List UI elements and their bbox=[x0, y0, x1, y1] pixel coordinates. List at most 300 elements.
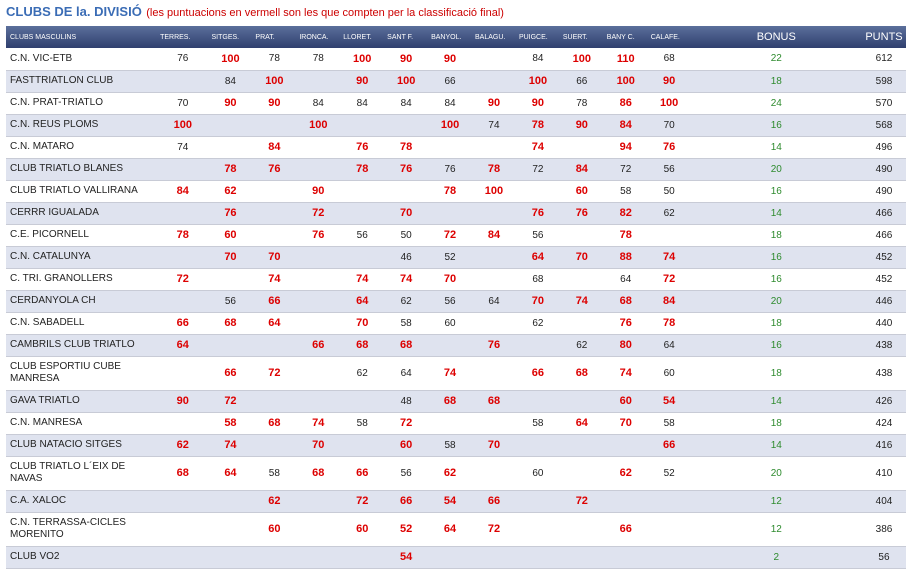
score-cell: 84 bbox=[157, 180, 208, 202]
table-row bbox=[6, 158, 906, 180]
score-cell: 78 bbox=[516, 114, 560, 136]
score-cell bbox=[208, 512, 252, 546]
title-main: CLUBS DE la. DIVISIÓ bbox=[6, 4, 142, 19]
score-cell bbox=[472, 246, 516, 268]
score-cell: 70 bbox=[208, 246, 252, 268]
bonus-cell: 12 bbox=[691, 490, 862, 512]
club-name: C.N. VIC-ETB bbox=[6, 48, 157, 70]
score-cell: 74 bbox=[208, 434, 252, 456]
score-cell bbox=[428, 412, 472, 434]
score-cell: 90 bbox=[208, 92, 252, 114]
score-cell bbox=[560, 268, 604, 290]
total-points-cell: 386 bbox=[862, 512, 906, 546]
club-name: C.N. MATARO bbox=[6, 136, 157, 158]
score-cell: 68 bbox=[340, 334, 384, 356]
table-row bbox=[6, 334, 906, 356]
score-cell: 90 bbox=[472, 92, 516, 114]
club-name: CLUB VO2 bbox=[6, 546, 157, 568]
score-cell: 70 bbox=[516, 290, 560, 312]
score-cell: 54 bbox=[648, 390, 691, 412]
column-header: BANY C. bbox=[606, 33, 635, 41]
total-points-cell: 452 bbox=[862, 246, 906, 268]
total-points-cell: 440 bbox=[862, 312, 906, 334]
score-cell: 62 bbox=[384, 290, 428, 312]
score-cell: 80 bbox=[604, 334, 648, 356]
club-name: GAVA TRIATLO bbox=[6, 390, 157, 412]
score-cell: 56 bbox=[384, 456, 428, 490]
bonus-cell: 20 bbox=[691, 158, 862, 180]
score-cell: 74 bbox=[157, 136, 208, 158]
club-name: CLUB TRIATLO VALLIRANA bbox=[6, 180, 157, 202]
title-note: (les puntuacions en vermell son les que compten per la classificació final) bbox=[146, 7, 504, 19]
score-cell: 70 bbox=[648, 114, 691, 136]
club-name: CLUB TRIATLO L´EIX DE NAVAS bbox=[6, 456, 157, 490]
column-header: CLUBS MASCULINS bbox=[10, 33, 77, 41]
table-row bbox=[6, 48, 906, 70]
score-cell: 90 bbox=[648, 70, 691, 92]
score-cell bbox=[472, 356, 516, 390]
score-cell: 72 bbox=[604, 158, 648, 180]
score-cell: 60 bbox=[208, 224, 252, 246]
score-cell: 64 bbox=[428, 512, 472, 546]
column-header: PUNTS bbox=[865, 31, 903, 43]
score-cell: 62 bbox=[428, 456, 472, 490]
score-cell: 60 bbox=[516, 456, 560, 490]
score-cell bbox=[252, 202, 296, 224]
score-cell: 64 bbox=[208, 456, 252, 490]
bonus-cell: 22 bbox=[691, 48, 862, 70]
score-cell: 66 bbox=[560, 70, 604, 92]
score-cell: 52 bbox=[384, 512, 428, 546]
score-cell bbox=[560, 546, 604, 568]
club-name: C.A. XALOC bbox=[6, 490, 157, 512]
club-name: C.N. PRAT-TRIATLO bbox=[6, 92, 157, 114]
table-row bbox=[6, 412, 906, 434]
score-cell: 72 bbox=[252, 356, 296, 390]
score-cell bbox=[252, 434, 296, 456]
club-name: FASTTRIATLON CLUB bbox=[6, 70, 157, 92]
score-cell: 72 bbox=[472, 512, 516, 546]
score-cell bbox=[252, 390, 296, 412]
score-cell: 68 bbox=[560, 356, 604, 390]
score-cell: 110 bbox=[604, 48, 648, 70]
score-cell bbox=[157, 412, 208, 434]
score-cell: 86 bbox=[604, 92, 648, 114]
table-row bbox=[6, 434, 906, 456]
score-cell: 60 bbox=[560, 180, 604, 202]
bonus-cell: 18 bbox=[691, 412, 862, 434]
score-cell: 64 bbox=[384, 356, 428, 390]
table-row bbox=[6, 490, 906, 512]
score-cell bbox=[296, 312, 340, 334]
total-points-cell: 424 bbox=[862, 412, 906, 434]
score-cell bbox=[472, 456, 516, 490]
score-cell: 100 bbox=[472, 180, 516, 202]
score-cell: 100 bbox=[296, 114, 340, 136]
total-points-cell: 404 bbox=[862, 490, 906, 512]
score-cell: 90 bbox=[516, 92, 560, 114]
score-cell: 72 bbox=[648, 268, 691, 290]
score-cell bbox=[340, 180, 384, 202]
score-cell: 76 bbox=[252, 158, 296, 180]
score-cell bbox=[560, 390, 604, 412]
column-header: PUIGCE. bbox=[518, 33, 548, 41]
score-cell bbox=[340, 390, 384, 412]
club-name: C.N. CATALUNYA bbox=[6, 246, 157, 268]
score-cell: 90 bbox=[340, 70, 384, 92]
score-cell: 64 bbox=[252, 312, 296, 334]
score-cell bbox=[208, 490, 252, 512]
score-cell: 58 bbox=[384, 312, 428, 334]
score-cell: 54 bbox=[428, 490, 472, 512]
bonus-cell: 16 bbox=[691, 334, 862, 356]
score-cell: 100 bbox=[252, 70, 296, 92]
score-cell: 88 bbox=[604, 246, 648, 268]
score-cell: 78 bbox=[428, 180, 472, 202]
score-cell: 66 bbox=[296, 334, 340, 356]
bonus-cell: 14 bbox=[691, 390, 862, 412]
score-cell: 70 bbox=[252, 246, 296, 268]
score-cell: 78 bbox=[560, 92, 604, 114]
score-cell: 76 bbox=[208, 202, 252, 224]
total-points-cell: 612 bbox=[862, 48, 906, 70]
score-cell: 70 bbox=[428, 268, 472, 290]
score-cell bbox=[296, 246, 340, 268]
score-cell: 66 bbox=[208, 356, 252, 390]
total-points-cell: 56 bbox=[862, 546, 906, 568]
score-cell bbox=[208, 546, 252, 568]
score-cell bbox=[560, 512, 604, 546]
score-cell bbox=[157, 290, 208, 312]
score-cell bbox=[340, 114, 384, 136]
score-cell: 56 bbox=[208, 290, 252, 312]
score-cell: 74 bbox=[340, 268, 384, 290]
score-cell: 84 bbox=[252, 136, 296, 158]
score-cell bbox=[516, 490, 560, 512]
score-cell: 82 bbox=[604, 202, 648, 224]
bonus-cell: 18 bbox=[691, 356, 862, 390]
score-cell bbox=[340, 546, 384, 568]
bonus-cell: 24 bbox=[691, 92, 862, 114]
score-cell bbox=[296, 290, 340, 312]
score-cell bbox=[516, 546, 560, 568]
score-cell bbox=[208, 136, 252, 158]
score-cell bbox=[428, 546, 472, 568]
column-header: CALAFE. bbox=[650, 33, 680, 41]
score-cell: 68 bbox=[252, 412, 296, 434]
score-cell: 46 bbox=[384, 246, 428, 268]
score-cell: 78 bbox=[252, 48, 296, 70]
score-cell bbox=[384, 180, 428, 202]
score-cell: 70 bbox=[384, 202, 428, 224]
score-cell: 58 bbox=[516, 412, 560, 434]
score-cell bbox=[296, 546, 340, 568]
score-cell bbox=[516, 390, 560, 412]
total-points-cell: 598 bbox=[862, 70, 906, 92]
column-header: SANT F. bbox=[387, 33, 414, 41]
score-cell: 90 bbox=[296, 180, 340, 202]
total-points-cell: 426 bbox=[862, 390, 906, 412]
score-cell: 72 bbox=[340, 490, 384, 512]
score-cell bbox=[296, 158, 340, 180]
table-row bbox=[6, 136, 906, 158]
score-cell: 62 bbox=[604, 456, 648, 490]
bonus-cell: 18 bbox=[691, 224, 862, 246]
score-cell bbox=[157, 490, 208, 512]
score-cell bbox=[296, 136, 340, 158]
club-name: CAMBRILS CLUB TRIATLO bbox=[6, 334, 157, 356]
score-cell: 60 bbox=[604, 390, 648, 412]
score-cell bbox=[252, 334, 296, 356]
club-name: CLUB NATACIO SITGES bbox=[6, 434, 157, 456]
score-cell bbox=[472, 546, 516, 568]
club-name: C.E. PICORNELL bbox=[6, 224, 157, 246]
bonus-cell: 20 bbox=[691, 456, 862, 490]
score-cell: 54 bbox=[384, 546, 428, 568]
score-cell bbox=[648, 490, 691, 512]
total-points-cell: 490 bbox=[862, 180, 906, 202]
score-cell: 68 bbox=[157, 456, 208, 490]
score-cell: 100 bbox=[384, 70, 428, 92]
total-points-cell: 410 bbox=[862, 456, 906, 490]
bonus-cell: 2 bbox=[691, 546, 862, 568]
score-cell: 64 bbox=[472, 290, 516, 312]
column-header: BALAGU. bbox=[475, 33, 506, 41]
page-title bbox=[6, 3, 504, 23]
score-cell: 64 bbox=[157, 334, 208, 356]
score-cell: 62 bbox=[516, 312, 560, 334]
score-cell: 52 bbox=[428, 246, 472, 268]
score-cell: 72 bbox=[157, 268, 208, 290]
score-cell: 74 bbox=[604, 356, 648, 390]
score-cell: 70 bbox=[296, 434, 340, 456]
score-cell bbox=[516, 334, 560, 356]
bonus-cell: 16 bbox=[691, 246, 862, 268]
score-cell: 72 bbox=[384, 412, 428, 434]
total-points-cell: 438 bbox=[862, 356, 906, 390]
table-row bbox=[6, 290, 906, 312]
table-row bbox=[6, 456, 906, 490]
score-cell bbox=[560, 456, 604, 490]
score-cell: 84 bbox=[340, 92, 384, 114]
total-points-cell: 568 bbox=[862, 114, 906, 136]
score-cell: 76 bbox=[340, 136, 384, 158]
total-points-cell: 570 bbox=[862, 92, 906, 114]
score-cell: 50 bbox=[384, 224, 428, 246]
column-header: LLORET. bbox=[343, 33, 372, 41]
score-cell: 74 bbox=[648, 246, 691, 268]
score-cell bbox=[516, 512, 560, 546]
score-cell bbox=[296, 356, 340, 390]
score-cell bbox=[340, 202, 384, 224]
club-name: C. TRI. GRANOLLERS bbox=[6, 268, 157, 290]
score-cell: 84 bbox=[516, 48, 560, 70]
total-points-cell: 496 bbox=[862, 136, 906, 158]
score-cell bbox=[648, 546, 691, 568]
score-cell bbox=[157, 158, 208, 180]
score-cell: 66 bbox=[340, 456, 384, 490]
score-cell: 100 bbox=[516, 70, 560, 92]
score-cell bbox=[157, 202, 208, 224]
score-cell: 76 bbox=[472, 334, 516, 356]
column-header: SITGES. bbox=[211, 33, 240, 41]
score-cell: 58 bbox=[648, 412, 691, 434]
total-points-cell: 416 bbox=[862, 434, 906, 456]
club-name: CERRR IGUALADA bbox=[6, 202, 157, 224]
score-cell: 56 bbox=[648, 158, 691, 180]
score-cell: 74 bbox=[472, 114, 516, 136]
score-cell bbox=[340, 246, 384, 268]
score-cell: 76 bbox=[560, 202, 604, 224]
score-cell: 78 bbox=[604, 224, 648, 246]
club-name: CLUB TRIATLO BLANES bbox=[6, 158, 157, 180]
score-cell: 84 bbox=[428, 92, 472, 114]
column-header: SUERT. bbox=[562, 33, 588, 41]
score-cell: 52 bbox=[648, 456, 691, 490]
total-points-cell: 490 bbox=[862, 158, 906, 180]
total-points-cell: 438 bbox=[862, 334, 906, 356]
club-name: C.N. REUS PLOMS bbox=[6, 114, 157, 136]
total-points-cell: 452 bbox=[862, 268, 906, 290]
score-cell: 74 bbox=[252, 268, 296, 290]
score-cell: 68 bbox=[648, 48, 691, 70]
score-cell: 60 bbox=[648, 356, 691, 390]
score-cell: 72 bbox=[516, 158, 560, 180]
score-cell bbox=[157, 546, 208, 568]
score-cell: 68 bbox=[384, 334, 428, 356]
score-cell: 62 bbox=[252, 490, 296, 512]
score-cell bbox=[428, 202, 472, 224]
column-header: PRAT. bbox=[255, 33, 275, 41]
score-cell: 64 bbox=[560, 412, 604, 434]
bonus-cell: 18 bbox=[691, 70, 862, 92]
table-row bbox=[6, 70, 906, 92]
score-cell: 84 bbox=[296, 92, 340, 114]
score-cell: 90 bbox=[252, 92, 296, 114]
score-cell: 100 bbox=[428, 114, 472, 136]
score-cell: 72 bbox=[208, 390, 252, 412]
score-cell: 58 bbox=[208, 412, 252, 434]
score-cell bbox=[208, 114, 252, 136]
score-cell bbox=[157, 356, 208, 390]
bonus-cell: 20 bbox=[691, 290, 862, 312]
score-cell: 78 bbox=[157, 224, 208, 246]
score-cell bbox=[296, 512, 340, 546]
score-cell: 70 bbox=[340, 312, 384, 334]
score-cell bbox=[560, 136, 604, 158]
score-cell: 74 bbox=[384, 268, 428, 290]
score-cell: 68 bbox=[428, 390, 472, 412]
score-cell: 78 bbox=[296, 48, 340, 70]
score-cell bbox=[604, 546, 648, 568]
score-cell: 78 bbox=[648, 312, 691, 334]
column-header: IRONCA. bbox=[299, 33, 329, 41]
score-cell bbox=[472, 136, 516, 158]
score-cell: 68 bbox=[208, 312, 252, 334]
score-cell: 68 bbox=[516, 268, 560, 290]
bonus-cell: 14 bbox=[691, 202, 862, 224]
club-name: C.N. TERRASSA-CICLES MORENITO bbox=[6, 512, 157, 546]
score-cell: 90 bbox=[384, 48, 428, 70]
score-cell bbox=[560, 312, 604, 334]
score-cell: 62 bbox=[560, 334, 604, 356]
score-cell: 66 bbox=[428, 70, 472, 92]
score-cell: 58 bbox=[604, 180, 648, 202]
score-cell: 62 bbox=[157, 434, 208, 456]
score-cell: 94 bbox=[604, 136, 648, 158]
score-cell: 48 bbox=[384, 390, 428, 412]
standings-table bbox=[6, 26, 906, 569]
score-cell: 62 bbox=[648, 202, 691, 224]
score-cell bbox=[296, 70, 340, 92]
score-cell bbox=[560, 224, 604, 246]
score-cell bbox=[472, 202, 516, 224]
table-row bbox=[6, 268, 906, 290]
table-row bbox=[6, 546, 906, 568]
score-cell: 84 bbox=[472, 224, 516, 246]
score-cell: 58 bbox=[252, 456, 296, 490]
table-row bbox=[6, 390, 906, 412]
total-points-cell: 446 bbox=[862, 290, 906, 312]
table-row bbox=[6, 180, 906, 202]
score-cell: 68 bbox=[472, 390, 516, 412]
score-cell: 76 bbox=[296, 224, 340, 246]
score-cell: 66 bbox=[472, 490, 516, 512]
score-cell: 66 bbox=[157, 312, 208, 334]
score-cell: 66 bbox=[384, 490, 428, 512]
score-cell: 56 bbox=[340, 224, 384, 246]
score-cell: 72 bbox=[296, 202, 340, 224]
score-cell bbox=[516, 434, 560, 456]
score-cell: 76 bbox=[648, 136, 691, 158]
score-cell: 64 bbox=[648, 334, 691, 356]
score-cell: 64 bbox=[516, 246, 560, 268]
bonus-cell: 12 bbox=[691, 512, 862, 546]
score-cell bbox=[208, 334, 252, 356]
score-cell bbox=[604, 434, 648, 456]
table-row bbox=[6, 202, 906, 224]
score-cell: 56 bbox=[516, 224, 560, 246]
score-cell bbox=[428, 136, 472, 158]
score-cell: 50 bbox=[648, 180, 691, 202]
score-cell: 78 bbox=[472, 158, 516, 180]
score-cell bbox=[252, 546, 296, 568]
column-header: TERRES. bbox=[160, 33, 191, 41]
score-cell: 84 bbox=[560, 158, 604, 180]
score-cell: 68 bbox=[296, 456, 340, 490]
table-row bbox=[6, 224, 906, 246]
score-cell bbox=[340, 434, 384, 456]
score-cell: 84 bbox=[648, 290, 691, 312]
score-cell: 90 bbox=[560, 114, 604, 136]
score-cell: 68 bbox=[604, 290, 648, 312]
score-cell: 90 bbox=[428, 48, 472, 70]
bonus-cell: 16 bbox=[691, 268, 862, 290]
score-cell bbox=[516, 180, 560, 202]
table-row bbox=[6, 92, 906, 114]
score-cell: 58 bbox=[428, 434, 472, 456]
table-row bbox=[6, 114, 906, 136]
score-cell bbox=[157, 512, 208, 546]
score-cell bbox=[252, 114, 296, 136]
bonus-cell: 14 bbox=[691, 434, 862, 456]
score-cell: 76 bbox=[516, 202, 560, 224]
score-cell: 60 bbox=[340, 512, 384, 546]
club-name: C.N. MANRESA bbox=[6, 412, 157, 434]
club-name: CLUB ESPORTIU CUBE MANRESA bbox=[6, 356, 157, 390]
score-cell: 58 bbox=[340, 412, 384, 434]
score-cell bbox=[252, 224, 296, 246]
